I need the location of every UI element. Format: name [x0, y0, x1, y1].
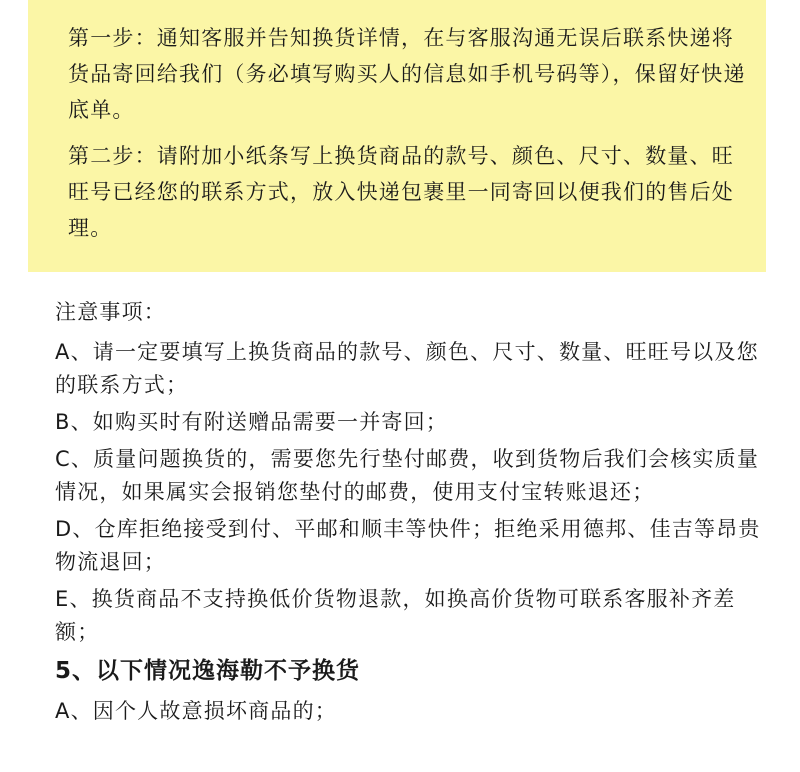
- section-5-heading: 5、以下情况逸海勒不予换货: [55, 658, 361, 684]
- step-2-text: 第二步：请附加小纸条写上换货商品的款号、颜色、尺寸、数量、旺旺号已经您的联系方式，放入快递包裹里一同寄回以便我们的售后处理。: [68, 144, 734, 240]
- note-item-b: B、如购买时有附送赠品需要一并寄回；: [55, 410, 449, 434]
- section-5-item-a: A、因个人故意损坏商品的；: [55, 699, 337, 723]
- note-item-d: D、仓库拒绝接受到付、平邮和顺丰等快件；拒绝采用德邦、佳吉等昂贵物流退回；: [55, 517, 761, 574]
- notes-section: [55, 294, 765, 732]
- exchange-steps-box: [28, 0, 766, 272]
- note-item-c: C、质量问题换货的，需要您先行垫付邮费，收到货物后我们会核实质量情况，如果属实会报销您垫付的邮费，使用支付宝转账退还；: [55, 447, 760, 504]
- step-1-text: 第一步：通知客服并告知换货详情，在与客服沟通无误后联系快递将货品寄回给我们（务必填写购买人的信息如手机号码等），保留好快递底单。: [68, 26, 746, 122]
- note-item-e: E、换货商品不支持换低价货物退款，如换高价货物可联系客服补齐差额；: [55, 587, 736, 644]
- notes-title: 注意事项：: [55, 300, 166, 324]
- note-item-a: A、请一定要填写上换货商品的款号、颜色、尺寸、数量、旺旺号以及您的联系方式；: [55, 340, 759, 397]
